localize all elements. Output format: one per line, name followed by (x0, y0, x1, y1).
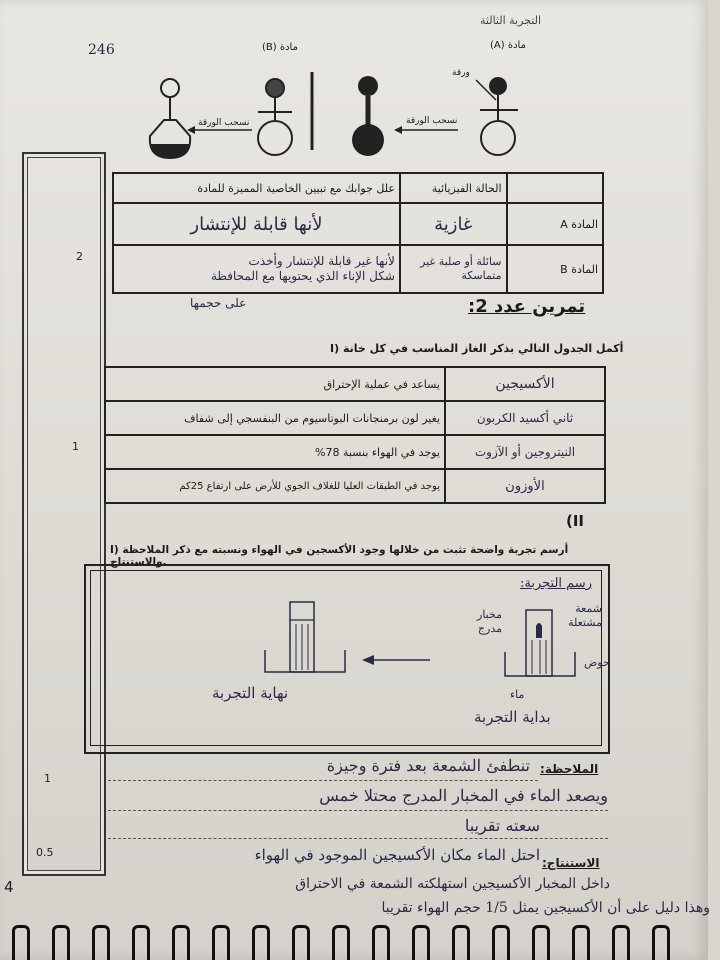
gas-answer-1: الأكسيجين (445, 367, 605, 401)
label-graduated-tube: مخبار مدرج (477, 608, 502, 635)
label-experiment-end: نهاية التجربة (212, 684, 289, 702)
conclusion-line-1: احتل الماء مكان الأكسيجين الموجود في الهواء (254, 846, 540, 864)
conclusion-label: الاستنتاج: (542, 856, 600, 870)
part-1-instruction: I) أكمل الجدول التالي بذكر الغاز المناسب في كل خانة (330, 342, 624, 355)
flask-b-icon (258, 79, 292, 155)
drawing-title: رسم التجربة: (520, 576, 592, 591)
oxygen-experiment-drawing (250, 590, 580, 700)
gas-desc-2: يغير لون برمنجانات البوتاسيوم من البنفسجي إلى شفاف (105, 401, 445, 435)
label-candle: شمعة مشتعلة (568, 602, 602, 629)
label-experiment-start: بداية التجربة (474, 708, 551, 726)
row-b-justify (113, 245, 400, 293)
gases-table (104, 366, 606, 504)
score-0-5: 0.5 (36, 846, 54, 859)
page-top-title: التجربة الثالثة (480, 14, 541, 27)
exercise-2-title: تمرين عدد 2: (468, 296, 586, 317)
gas-desc-3: يوجد في الهواء بنسبة 78% (105, 435, 445, 469)
score-1a: 1 (72, 440, 79, 453)
conclusion-line-3: وهذا دليل على أن الأكسيجين يمثل 1/5 حجم الهواء تقريبا (381, 900, 710, 916)
label-pull-leaf-right: نسحب الورقة (406, 116, 458, 126)
observation-label: الملاحظة: (540, 762, 599, 776)
gas-desc-4: يوجد في الطبقات العليا للغلاف الجوي للأرض على ارتفاع 25كم (105, 469, 445, 503)
row-b-justify-line1: لأنها غير قابلة للإنتشار وأخذت (248, 254, 395, 268)
label-basin: حوض (584, 656, 610, 669)
score-1b: 1 (44, 772, 51, 785)
score-margin-frame (22, 152, 106, 876)
part-2-label: (II (566, 512, 585, 530)
properties-table (112, 172, 604, 294)
gas-answer-2: ثاني أكسيد الكربون (445, 401, 605, 435)
label-substance-b: (B) مادة (262, 42, 298, 53)
flask-liquid-icon (150, 79, 190, 158)
row-a-state: غازية (400, 203, 507, 245)
observation-line-1: تنطفئ الشمعة بعد فترة وجيزة (326, 756, 530, 775)
observation-line-3: سعته تقريبا (464, 816, 540, 835)
dumbbell-icon (352, 76, 384, 156)
gas-answer-3: النيتروجين أو الآزوت (445, 435, 605, 469)
end-state-sketch (265, 602, 345, 672)
score-2: 2 (76, 250, 83, 263)
observation-line-2: ويصعد الماء في المخبار المدرج محتلا خمس (319, 786, 608, 805)
experiment-diagram (140, 40, 560, 170)
corner-number: 4 (4, 878, 14, 896)
label-substance-a: (A) مادة (490, 40, 526, 51)
row-a-label: المادة A (507, 203, 603, 245)
row-b-justify-line2: شكل الإناء الذي يحتويها مع المحافظة (210, 269, 395, 283)
row-a-justify: لأنها قابلة للإنتشار (113, 203, 400, 245)
table-header-state: الحالة الفيزيائية (400, 173, 507, 203)
dotted-line-2 (108, 810, 608, 811)
part-2-question: I) أرسم تجربة واضحة تثبت من خلالها وجود الأكسجين في الهواء ونسبته مع ذكر الملاحظة والاستنتاج. (110, 544, 569, 568)
gas-desc-1: يساعد في عملية الإحتراق (105, 367, 445, 401)
row-b-state: سائلة أو صلبة غير متماسكة (400, 245, 507, 293)
conclusion-line-2: داخل المخبار الأكسيجين استهلكته الشمعة في الاحتراق (295, 876, 610, 892)
label-leaf: ورقة (452, 68, 470, 78)
row-b-label: المادة B (507, 245, 603, 293)
table-corner-cell (507, 173, 603, 203)
dotted-line-1 (108, 780, 538, 781)
gas-answer-4: الأوزون (445, 469, 605, 503)
dotted-line-3 (108, 838, 608, 839)
flask-a-icon (476, 77, 518, 155)
row-b-justify-line3: على حجمها (190, 296, 247, 310)
table-header-justify: علل جوابك مع تبيين الخاصية المميزة للمادة (113, 173, 400, 203)
handwritten-page-number: 246 (88, 42, 115, 58)
label-water: ماء (510, 688, 525, 701)
label-pull-leaf-left: نسحب الورقة (198, 118, 250, 128)
